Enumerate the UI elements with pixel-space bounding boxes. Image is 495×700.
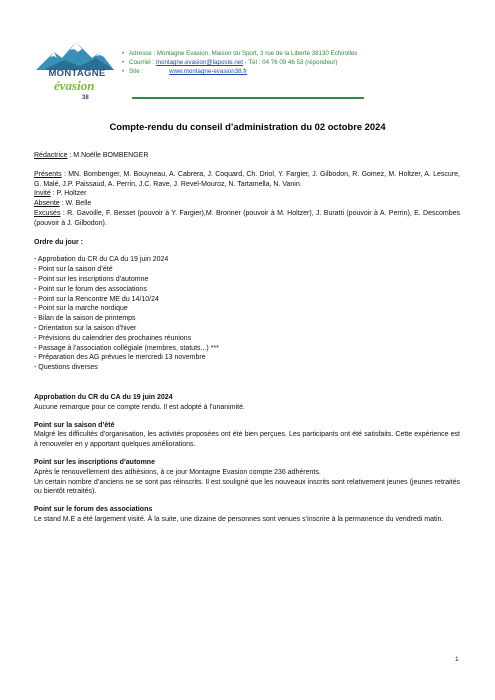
agenda-item: - Orientation sur la saison d’hiver (34, 324, 137, 332)
site-label: Site (129, 68, 140, 75)
absente-label: Absente (34, 200, 60, 208)
site-link[interactable]: www.montagne-evasion38.fr (169, 68, 248, 75)
bullet-icon: • (122, 50, 125, 57)
section-title: Point sur les inscriptions d’automne (34, 458, 155, 466)
agenda-item: - Approbation du CR du CA du 19 juin 2024 (34, 256, 169, 264)
section-text: Un certain nombre d’anciens ne se sont pas réinscrits. Il est souligné que les nouveaux inscrits sont relativement jeunes (jeunes retraités ou bientôt retraités). (34, 478, 460, 496)
bullet-icon: • (122, 59, 125, 66)
agenda-item: - Passage à l’association collégiale (membres, statuts...) *** (34, 344, 219, 352)
logo-name-line1: MONTAGNE (48, 68, 106, 79)
section-title: Point sur la saison d’été (34, 421, 115, 429)
redactrice-line (34, 151, 460, 161)
presents-line (34, 170, 460, 190)
email-link[interactable]: montagne.evasion@laposte.net (155, 59, 243, 66)
section-text: Malgré les difficultés d’organisation, les activités proposées ont été bien perçues. Les participants ont été satisfaits. Cette expérience est à renouveler en y apportant quelques améliorations. (34, 431, 460, 449)
agenda-item: - Bilan de la saison de printemps (34, 315, 136, 323)
excuses-line (34, 209, 460, 229)
agenda-item: - Point sur la marche nordique (34, 305, 128, 313)
montagne-evasion-logo (34, 40, 116, 106)
header-divider (132, 97, 364, 99)
presents-label: Présents (34, 170, 62, 178)
invite-label: Invité (34, 190, 51, 198)
section-text: Après le renouvellement des adhésions, à ce jour Montagne Evasion compte 236 adhérents. (34, 468, 321, 476)
excuses-value: : R. Gavoille, F. Besset (pouvoir à Y. Fargier),M. Bronner (pouvoir à M. Holtzer), J. Buratti (pouvoir à A. Perrin), E. Descombes (pouvoir à J. Gilbodon). (34, 209, 460, 227)
logo-name-line2: évasion (54, 78, 95, 93)
page-number: 1 (455, 656, 459, 663)
email-label: Courriel (129, 59, 151, 66)
phone-text: - Tél : 04 76 09 46 53 (répondeur) (244, 59, 338, 66)
address-value: Montagne Evasion, Maison du Sport, 3 rue de la Liberté 38130 Echirolles (156, 50, 358, 57)
presents-value: : MN. Bombenger, M. Bouyneau, A. Cabrera, J. Coquard, Ch. Driol, Y. Fargier, J. Gilbodon, R. Gomez, M. Holtzer, A. Lescure, G. Malé, J.P. Paissaud, A. Perrin, J.C. Rave, J. Revel-Mouroz, N. Tartamella, N. Vanin. (34, 170, 460, 188)
contact-block (122, 49, 357, 76)
excuses-label: Excusés (34, 209, 61, 217)
address-label: Adresse (129, 50, 152, 57)
section-text: Aucune remarque pour ce compte rendu. Il est adopté à l’unanimité. (34, 403, 245, 411)
absente-value: : W. Belle (61, 200, 92, 208)
agenda-item: - Préparation des AG prévues le mercredi 13 novembre (34, 354, 206, 362)
agenda-item: - Point sur la Rencontre ME du 14/10/24 (34, 295, 159, 303)
section-title: Point sur le forum des associations (34, 506, 153, 514)
document-title: Compte-rendu du conseil d’administration du 02 octobre 2024 (109, 121, 386, 132)
agenda-item: - Point sur le forum des associations (34, 285, 147, 293)
redactrice-value: : M.Noëlle BOMBENGER (69, 152, 149, 159)
contact-email-row: • Courriel : montagne.evasion@laposte.net - Tél : 04 76 09 46 53 (répondeur) (122, 59, 338, 66)
contact-address-row: • Adresse : Montagne Evasion, Maison du Sport, 3 rue de la Liberté 38130 Echirolles (122, 50, 358, 57)
site-label-wrap: Site : (129, 68, 144, 75)
section-text: Le stand M.E a été largement visité. À la suite, une dizaine de personnes sont venues s’inscrire à la permanence du vendredi matin. (34, 515, 444, 523)
agenda-item: - Point sur la saison d’été (34, 266, 113, 274)
document-body (34, 151, 460, 525)
absente-line (34, 199, 460, 209)
redactrice-label: Rédactrice (34, 152, 68, 159)
agenda-heading: Ordre du jour : (34, 238, 83, 246)
logo-number: 38 (82, 95, 89, 101)
bullet-icon: • (122, 68, 125, 75)
section-title: Approbation du CR du CA du 19 juin 2024 (34, 393, 173, 401)
invite-line (34, 189, 460, 199)
agenda-item: - Questions diverses (34, 364, 98, 372)
agenda-item: - Prévisions du calendrier des prochaines réunions (34, 334, 192, 342)
agenda-list (34, 255, 460, 373)
contact-site-row (122, 67, 357, 76)
invite-value: : P. Holtzer (52, 190, 87, 198)
agenda-item: - Point sur les inscriptions d’automne (34, 275, 149, 283)
